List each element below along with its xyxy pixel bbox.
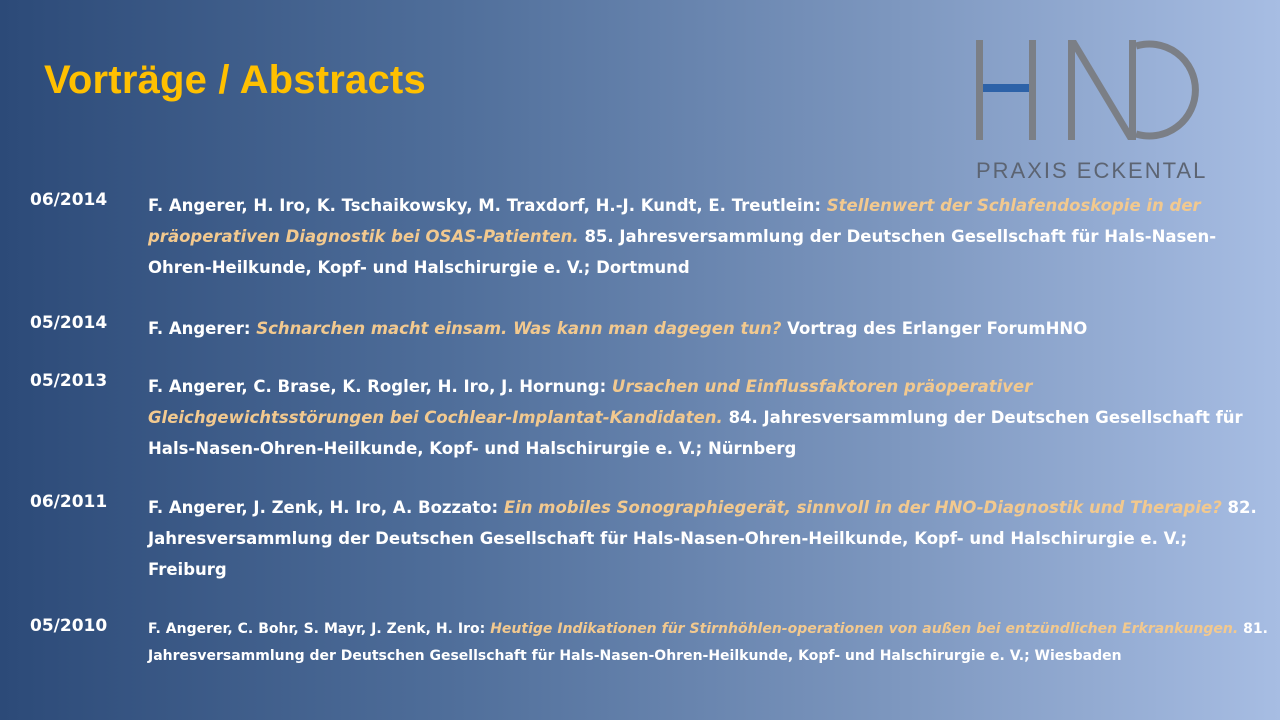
entry-authors: F. Angerer, C. Brase, K. Rogler, H. Iro, J. Hornung:	[148, 377, 612, 396]
entry-title: Schnarchen macht einsam. Was kann man dagegen tun?	[256, 319, 782, 338]
entry-text	[148, 190, 1260, 283]
entry-text	[148, 313, 1260, 344]
entry-venue: 81. Jahresversammlung der Deutschen Gesellschaft für Hals-Nasen-Ohren-Heilkunde, Kopf- und Halschirurgie e. V.; Wiesbaden	[148, 621, 1268, 664]
slide-title: Vorträge / Abstracts	[44, 58, 426, 102]
entry-date: 05/2013	[30, 371, 108, 391]
entry-title: Ein mobiles Sonographiegerät, sinnvoll in der HNO-Diagnostik und Therapie?	[503, 498, 1222, 517]
hno-logo-mark	[968, 34, 1240, 144]
entry-authors: F. Angerer, J. Zenk, H. Iro, A. Bozzato:	[148, 498, 504, 517]
entry-text	[148, 371, 1260, 464]
entry-text	[148, 492, 1260, 585]
entry-venue: 85. Jahresversammlung der Deutschen Gesellschaft für Hals-Nasen-Ohren-Heilkunde, Kopf- und Halschirurgie e. V.; Dortmund	[148, 227, 1217, 277]
entry-date: 06/2014	[30, 190, 108, 210]
entry-venue: 84. Jahresversammlung der Deutschen Gesellschaft für Hals-Nasen-Ohren-Heilkunde, Kopf- und Halschirurgie e. V.; Nürnberg	[148, 408, 1243, 458]
entry-authors: F. Angerer, C. Bohr, S. Mayr, J. Zenk, H. Iro:	[148, 621, 491, 637]
entry-text	[148, 616, 1268, 670]
entry-venue: 82. Jahresversammlung der Deutschen Gesellschaft für Hals-Nasen-Ohren-Heilkunde, Kopf- und Halschirurgie e. V.; Freiburg	[148, 498, 1257, 579]
entry-date: 05/2010	[30, 616, 108, 636]
entry-authors: F. Angerer:	[148, 319, 257, 338]
entry-date: 05/2014	[30, 313, 108, 333]
entry-title: Ursachen und Einflussfaktoren präoperativer Gleichgewichtsstörungen bei Cochlear-Implantat-Kandidaten.	[148, 377, 1033, 427]
logo-subtitle: PRAXIS ECKENTAL	[976, 158, 1208, 183]
praxis-logo	[968, 34, 1240, 188]
entry-authors: F. Angerer, H. Iro, K. Tschaikowsky, M. Traxdorf, H.-J. Kundt, E. Treutlein:	[148, 196, 827, 215]
entry-date: 06/2011	[30, 492, 108, 512]
entry-venue: Vortrag des Erlanger ForumHNO	[781, 319, 1088, 338]
entry-title: Stellenwert der Schlafendoskopie in der präoperativen Diagnostik bei OSAS-Patienten.	[148, 196, 1201, 246]
entry-title: Heutige Indikationen für Stirnhöhlen-operationen von außen bei entzündlichen Erkrankungen.	[490, 621, 1239, 637]
